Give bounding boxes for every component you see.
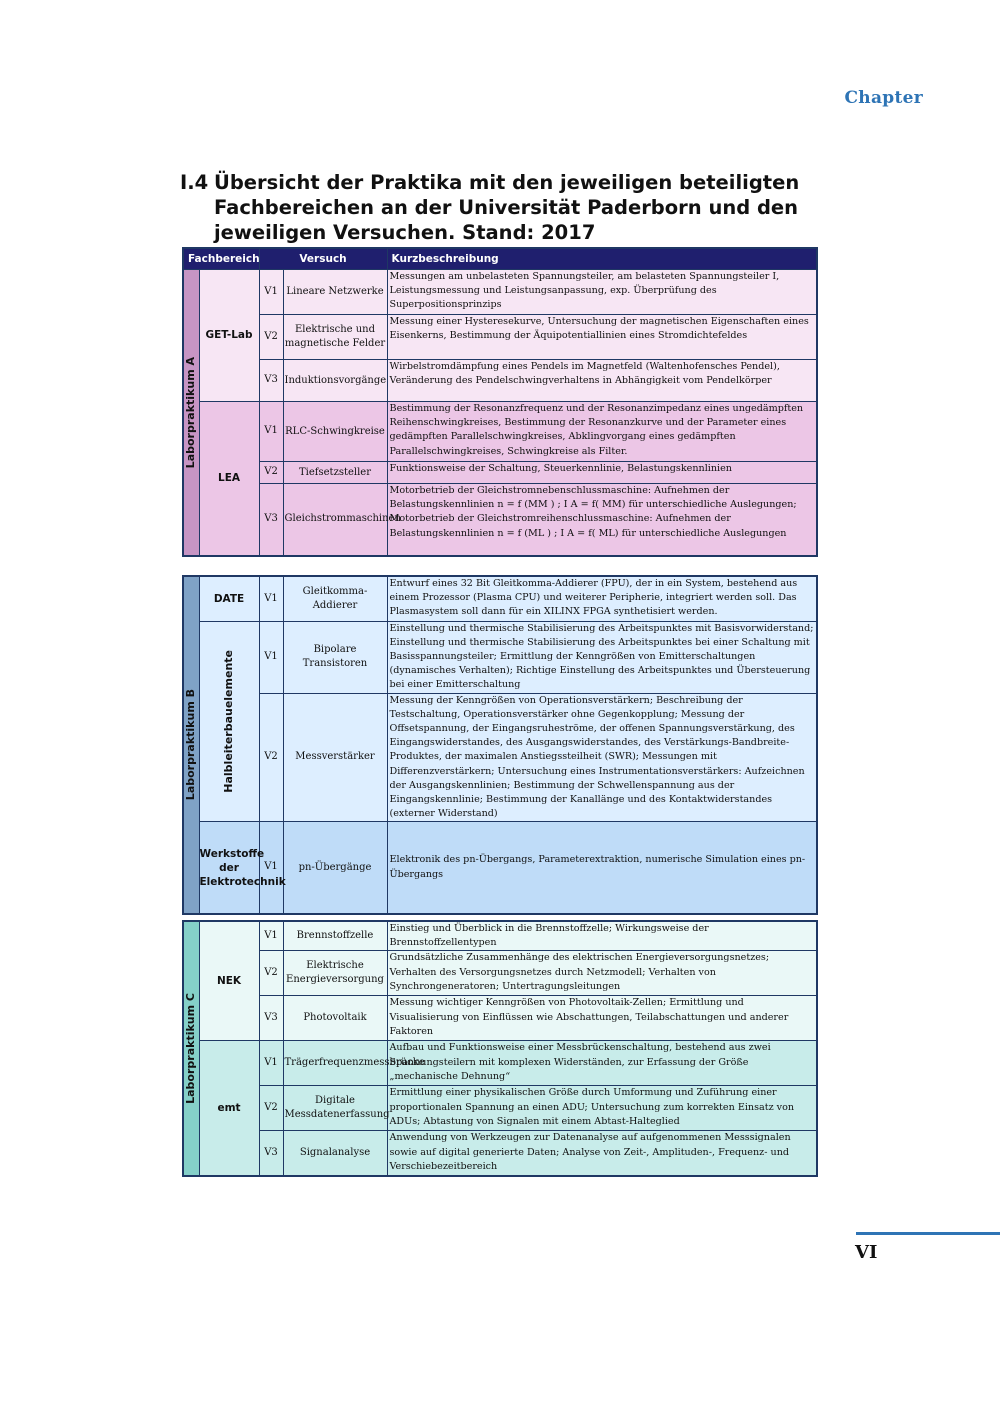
versuch-description: Messungen am unbelasteten Spannungsteiler, am belasteten Spannungsteiler I, Leistungsmessung und Leistungsanpassung, exp. Überprüfung des Superpositionsprinzips	[387, 270, 817, 315]
versuch-number: V3	[259, 484, 283, 556]
table-header-row	[183, 248, 817, 270]
versuch-description: Einstellung und thermische Stabilisierung des Arbeitspunktes mit Basisvorwiderstand; Einstellung und thermische Stabilisierung des Arbeitspunktes bei einer Schaltung mit Basisspannungsteiler; Ermittlung der Kenngrößen von Emitterschaltungen (dynamisches Verhalten); Richtige Einstellung des Arbeitspunktes und Übersteuerung bei einer Emitterschaltung	[387, 621, 817, 693]
versuch-name: Gleichstrommaschinen	[283, 484, 387, 556]
versuch-name: Messverstärker	[283, 693, 387, 822]
fachbereich-cell: DATE	[199, 576, 259, 621]
versuch-number: V1	[259, 822, 283, 914]
versuch-number: V2	[259, 1086, 283, 1131]
versuch-name: Lineare Netzwerke	[283, 270, 387, 315]
versuch-number: V3	[259, 996, 283, 1041]
versuch-number: V1	[259, 270, 283, 315]
versuch-description: Elektronik des pn-Übergangs, Parameterextraktion, numerische Simulation eines pn-Übergangs	[387, 822, 817, 914]
versuch-number: V1	[259, 1041, 283, 1086]
table-laborpraktikum-b	[182, 575, 818, 915]
table-row	[183, 1086, 817, 1131]
footer-rule	[856, 1232, 1000, 1235]
table-row	[183, 1041, 817, 1086]
table-row	[183, 1131, 817, 1176]
versuch-number: V1	[259, 621, 283, 693]
lab-label-cell	[183, 921, 199, 1176]
versuch-number: V3	[259, 1131, 283, 1176]
versuch-description: Wirbelstromdämpfung eines Pendels im Magnetfeld (Waltenhofensches Pendel), Veränderung des Pendelschwingverhaltens in Abhängigkeit vom Pendelkörper	[387, 360, 817, 402]
versuch-description: Messung einer Hysteresekurve, Untersuchung der magnetischen Eigenschaften eines Eisenkerns, Bestimmung der Äquipotentiallinien eines Stromdichtefeldes	[387, 315, 817, 360]
versuch-name: Trägerfrequenzmessbrücke	[283, 1041, 387, 1086]
versuch-description: Motorbetrieb der Gleichstromnebenschlussmaschine: Aufnehmen der Belastungskennlinien n = f (MM ) ; I A = f( MM) für unterschiedliche Auslegungen; Motorbetrieb der Gleichstromreihenschlussmaschine: Aufnehmen der Belastungskennlinien n = f (ML ) ; I A = f( ML) für unterschiedliche Auslegungen	[387, 484, 817, 556]
fachbereich-cell: LEA	[199, 402, 259, 556]
table-row	[183, 576, 817, 621]
versuch-name: Elektrische und magnetische Felder	[283, 315, 387, 360]
page-number: VI	[855, 1242, 878, 1263]
fachbereich-cell: emt	[199, 1041, 259, 1176]
versuch-number: V2	[259, 951, 283, 996]
versuch-name: Brennstoffzelle	[283, 921, 387, 951]
versuch-description: Bestimmung der Resonanzfrequenz und der Resonanzimpedanz eines ungedämpften Reihenschwingkreises, Bestimmung der Resonanzkurve und der Parameter eines gedämpften Parallelschwingkreises, Abklingvorgang eines gedämpften Parallelschwingkreises, Schwingkreise als Filter.	[387, 402, 817, 462]
versuch-number: V2	[259, 462, 283, 484]
table-row	[183, 462, 817, 484]
versuch-name: Elektrische Energieversorgung	[283, 951, 387, 996]
fachbereich-cell: GET-Lab	[199, 270, 259, 402]
versuch-name: Signalanalyse	[283, 1131, 387, 1176]
versuch-name: Tiefsetzsteller	[283, 462, 387, 484]
table-row	[183, 996, 817, 1041]
versuch-name: Digitale Messdatenerfassung	[283, 1086, 387, 1131]
versuch-name: Induktionsvorgänge	[283, 360, 387, 402]
header-versuch: Versuch	[259, 248, 387, 270]
section-number: I.4	[180, 171, 209, 194]
versuch-name: RLC-Schwingkreise	[283, 402, 387, 462]
versuch-number: V2	[259, 693, 283, 822]
versuch-name: Gleitkomma-Addierer	[283, 576, 387, 621]
running-header-chapter: Chapter	[844, 88, 923, 108]
versuch-description: Entwurf eines 32 Bit Gleitkomma-Addierer (FPU), der in ein System, bestehend aus einem Prozessor (Plasma CPU) und weiterer Peripherie, integriert werden soll. Das Plasmasystem soll dann für ein XILINX FPGA synthetisiert werden.	[387, 576, 817, 621]
table-row	[183, 484, 817, 556]
versuch-number: V1	[259, 402, 283, 462]
lab-label-cell	[183, 576, 199, 914]
versuch-description: Messung der Kenngrößen von Operationsverstärkern; Beschreibung der Testschaltung, Operationsverstärker ohne Gegenkopplung; Messung der Offsetspannung, der Eingangsruheströme, der offenen Spannungsverstärkung, des Eingangswiderstandes, des Ausgangswiderstandes, des Verstärkungs-Bandbreite-Produktes, der maximalen Anstiegssteilheit (SWR); Messungen mit Differenzverstärkern; Untersuchung eines Instrumentationsverstärkers: Aufzeichnen der Ausgangskennlinien; Bestimmung der Schwellenspannung aus der Eingangskennlinie; Bestimmung der Kanallänge und des Kontaktwiderstandes (externer Widerstand)	[387, 693, 817, 822]
versuch-description: Einstieg und Überblick in die Brennstoffzelle; Wirkungsweise der Brennstoffzellentypen	[387, 921, 817, 951]
versuch-description: Anwendung von Werkzeugen zur Datenanalyse auf aufgenommenen Messsignalen sowie auf digital generierte Daten; Analyse von Zeit-, Amplituden-, Frequenz- und Verschiebezeitbereich	[387, 1131, 817, 1176]
fachbereich-cell: Werkstoffe der Elektrotechnik	[199, 822, 259, 914]
versuch-description: Grundsätzliche Zusammenhänge des elektrischen Energieversorgungsnetzes; Verhalten des Versorgungsnetzes durch Netzmodell; Verhalten von Synchrongeneratoren; Untertragungsleitungen	[387, 951, 817, 996]
section-title: Übersicht der Praktika mit den jeweiligen beteiligten Fachbereichen an der Universität Paderborn und den jeweiligen Versuchen. Stand: 2017	[214, 171, 800, 244]
header-fachbereich: Fachbereich	[183, 248, 259, 270]
lab-label: Laborpraktikum B	[184, 689, 198, 801]
table-row	[183, 315, 817, 360]
versuch-name: pn-Übergänge	[283, 822, 387, 914]
table-row	[183, 360, 817, 402]
table-row	[183, 402, 817, 462]
fachbereich-vertical-label: Halbleiterbauelemente	[221, 650, 235, 793]
versuch-number: V3	[259, 360, 283, 402]
versuch-description: Aufbau und Funktionsweise einer Messbrückenschaltung, bestehend aus zwei Spannungsteilern mit komplexen Widerständen, zur Erfassung der Größe „mechanische Dehnung“	[387, 1041, 817, 1086]
versuch-description: Ermittlung einer physikalischen Größe durch Umformung und Zuführung einer proportionalen Spannung an einen ADU; Untersuchung zum korrekten Einsatz von ADUs; Abtastung von Signalen mit einem Abtast-Halteglied	[387, 1086, 817, 1131]
fachbereich-cell: NEK	[199, 921, 259, 1041]
table-laborpraktikum-c	[182, 920, 818, 1177]
lab-label-cell	[183, 270, 199, 556]
lab-label: Laborpraktikum C	[184, 993, 198, 1104]
lab-label: Laborpraktikum A	[184, 356, 198, 468]
versuch-description: Funktionsweise der Schaltung, Steuerkennlinie, Belastungskennlinien	[387, 462, 817, 484]
table-laborpraktikum-a	[182, 247, 818, 557]
table-row	[183, 621, 817, 693]
table-row	[183, 270, 817, 315]
fachbereich-cell	[199, 621, 259, 822]
versuch-name: Bipolare Transistoren	[283, 621, 387, 693]
table-row	[183, 693, 817, 822]
table-row	[183, 921, 817, 951]
versuch-number: V1	[259, 576, 283, 621]
table-row	[183, 951, 817, 996]
versuch-description: Messung wichtiger Kenngrößen von Photovoltaik-Zellen; Ermittlung und Visualisierung von Einflüssen wie Abschattungen, Teilabschattungen und anderer Faktoren	[387, 996, 817, 1041]
table-row	[183, 822, 817, 914]
versuch-number: V2	[259, 315, 283, 360]
versuch-number: V1	[259, 921, 283, 951]
header-kurzbeschreibung: Kurzbeschreibung	[387, 248, 817, 270]
versuch-name: Photovoltaik	[283, 996, 387, 1041]
